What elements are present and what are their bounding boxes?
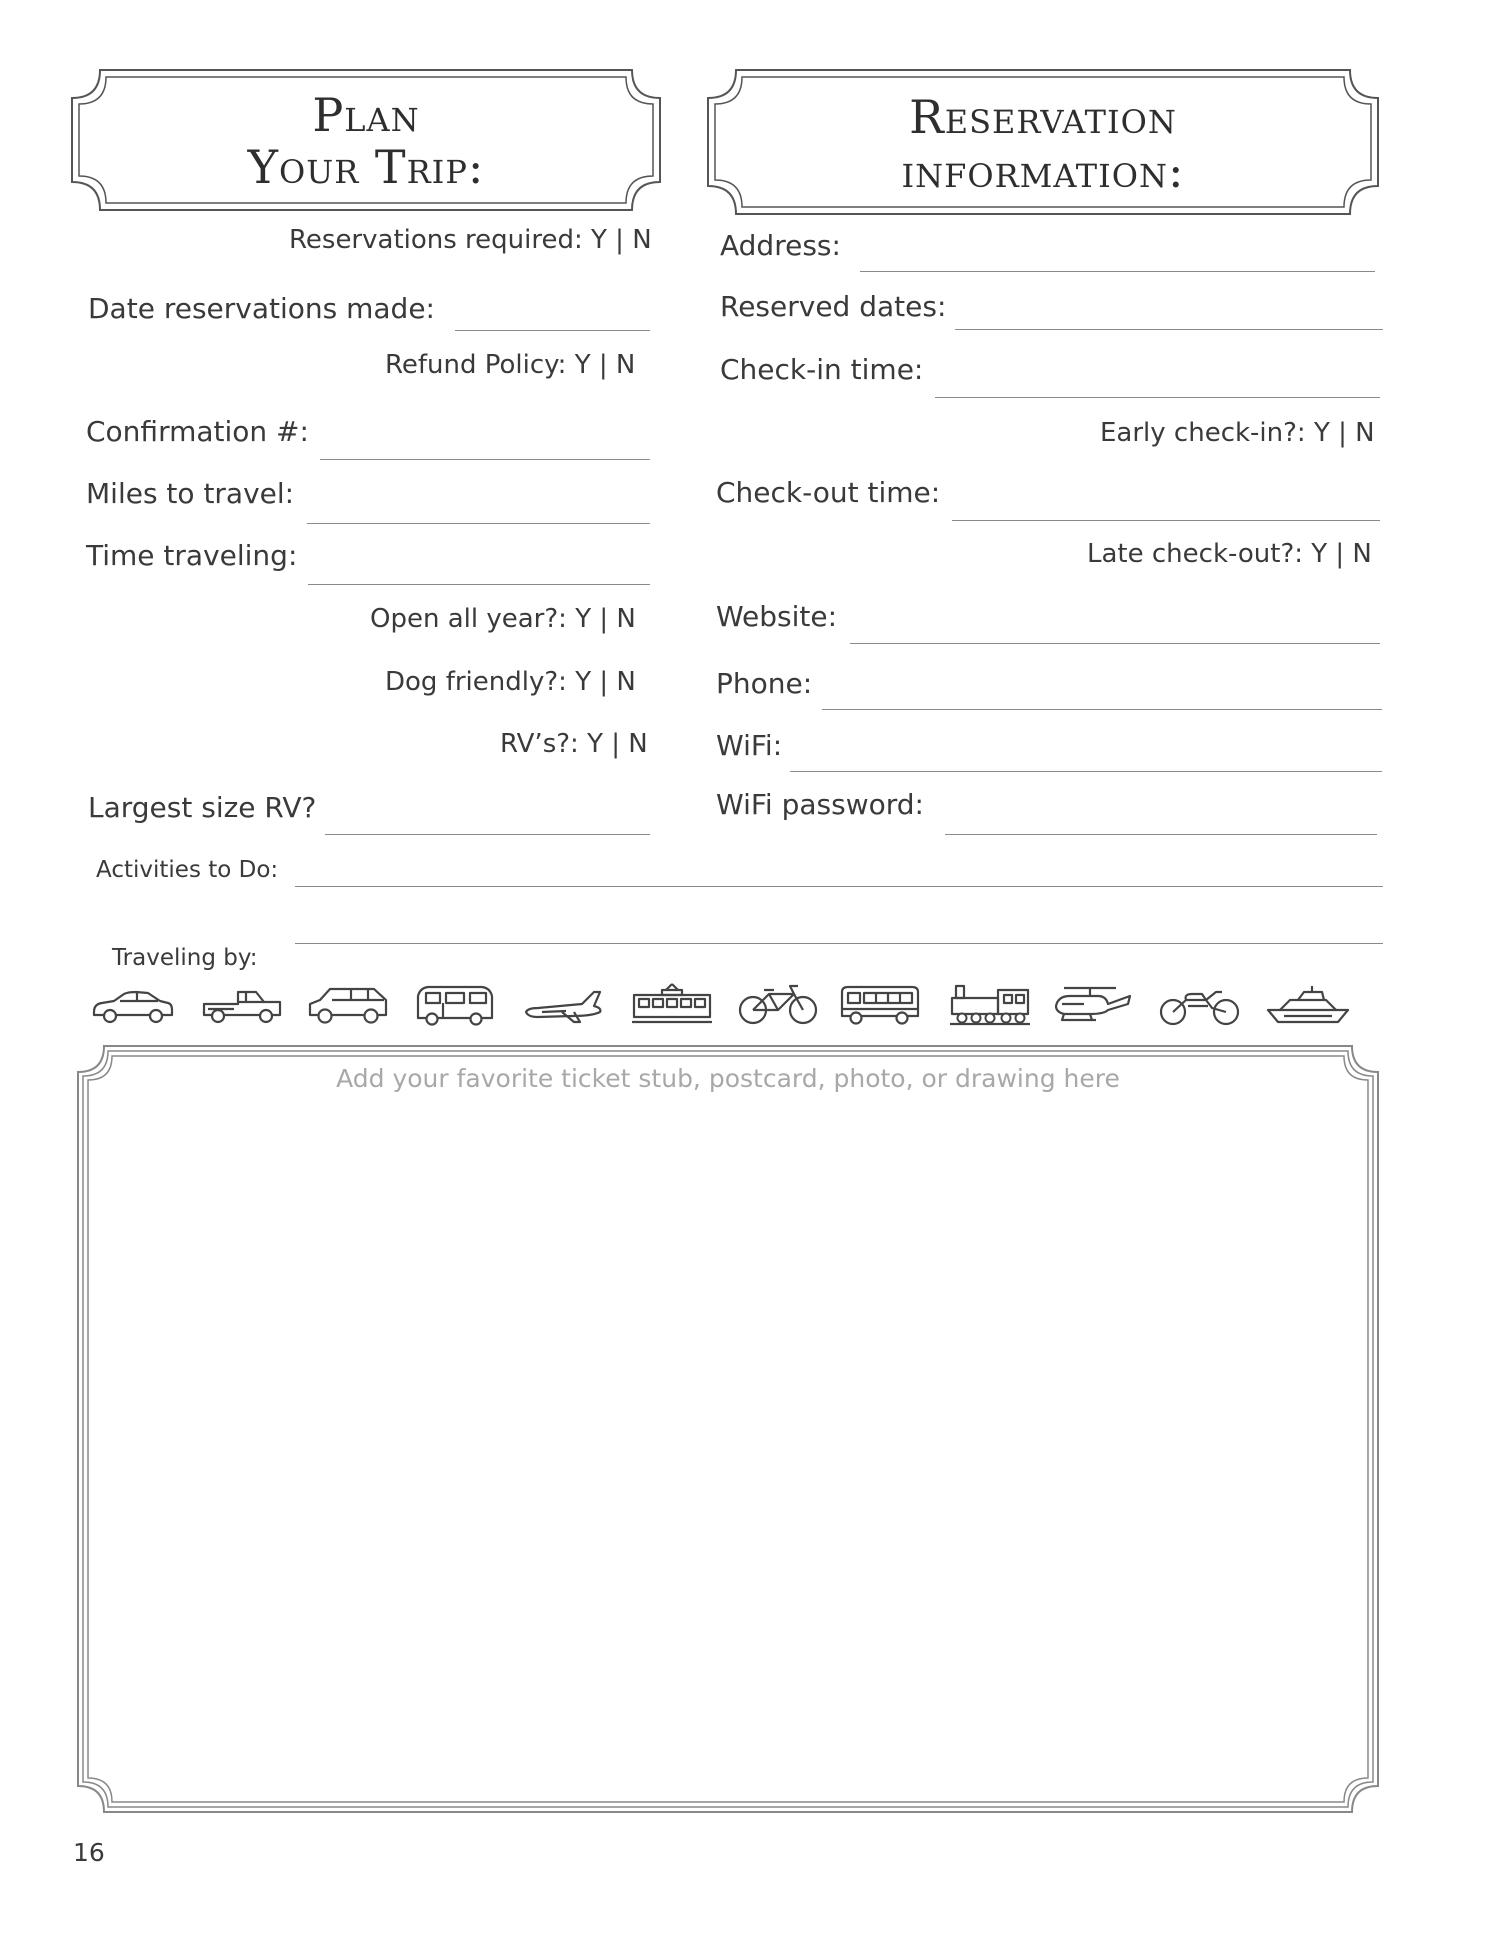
airplane-icon[interactable]	[522, 982, 606, 1028]
page-number: 16	[73, 1838, 105, 1867]
plan-trip-title-line2: Your Trip:	[247, 140, 485, 194]
reservation-title-line2: information:	[901, 144, 1185, 198]
reservations-required-text: Reservations required:	[289, 225, 583, 255]
open-all-year-yn[interactable]: Y | N	[575, 604, 636, 634]
refund-policy-yn[interactable]: Y | N	[574, 350, 636, 380]
wifi-password-field[interactable]	[945, 834, 1377, 835]
suv-icon[interactable]	[306, 982, 390, 1028]
check-in-time-field[interactable]	[935, 397, 1380, 398]
traveling-by-label: Traveling by:	[112, 945, 258, 971]
yacht-icon[interactable]	[1266, 982, 1350, 1028]
check-in-time-label: Check-in time:	[720, 353, 924, 386]
reservation-title-frame	[706, 68, 1380, 216]
wifi-label: WiFi:	[716, 729, 783, 762]
photo-box[interactable]	[76, 1044, 1380, 1814]
dog-friendly-text: Dog friendly?:	[385, 667, 567, 697]
early-check-in-text: Early check-in?:	[1100, 418, 1306, 448]
date-reservations-made-field[interactable]	[455, 330, 650, 331]
dog-friendly-yn[interactable]: Y | N	[575, 667, 636, 697]
phone-label: Phone:	[716, 667, 813, 700]
reservation-title-line1: Reservation	[909, 90, 1177, 144]
late-check-out-yn[interactable]: Y | N	[1311, 539, 1372, 569]
reserved-dates-field[interactable]	[955, 329, 1383, 330]
largest-size-rv-field[interactable]	[325, 834, 650, 835]
sedan-icon[interactable]	[90, 982, 174, 1028]
train-icon[interactable]	[948, 982, 1032, 1028]
website-field[interactable]	[850, 643, 1380, 644]
phone-field[interactable]	[822, 709, 1382, 710]
confirmation-label: Confirmation #:	[86, 415, 309, 448]
plan-trip-title-line1: Plan	[312, 88, 420, 142]
activities-label: Activities to Do:	[96, 857, 279, 883]
website-label: Website:	[716, 600, 838, 633]
activities-field-line-2[interactable]	[295, 943, 1383, 944]
bus-icon[interactable]	[838, 982, 922, 1028]
miles-to-travel-field[interactable]	[307, 523, 650, 524]
rvs-text: RV’s?:	[500, 729, 579, 759]
bicycle-icon[interactable]	[736, 982, 820, 1028]
late-check-out-text: Late check-out?:	[1087, 539, 1303, 569]
miles-to-travel-label: Miles to travel:	[86, 477, 295, 510]
reservations-required-label	[289, 225, 652, 255]
reserved-dates-label: Reserved dates:	[720, 290, 947, 323]
largest-size-rv-label: Largest size RV?	[88, 791, 317, 824]
early-check-in-label	[1100, 418, 1375, 448]
late-check-out-label	[1087, 539, 1372, 569]
address-field[interactable]	[860, 271, 1375, 272]
date-reservations-made-label: Date reservations made:	[88, 292, 435, 325]
time-traveling-label: Time traveling:	[86, 539, 298, 572]
helicopter-icon[interactable]	[1050, 982, 1134, 1028]
time-traveling-field[interactable]	[308, 584, 650, 585]
wifi-field[interactable]	[790, 771, 1382, 772]
dog-friendly-label	[385, 667, 636, 697]
rvs-yn[interactable]: Y | N	[587, 729, 648, 759]
check-out-time-field[interactable]	[952, 520, 1380, 521]
photo-box-frame	[76, 1044, 1380, 1814]
wifi-password-label: WiFi password:	[716, 788, 924, 821]
check-out-time-label: Check-out time:	[716, 476, 941, 509]
refund-policy-label	[385, 350, 635, 380]
confirmation-field[interactable]	[320, 459, 650, 460]
pickup-truck-icon[interactable]	[200, 982, 284, 1028]
activities-field-line-1[interactable]	[295, 886, 1383, 887]
early-check-in-yn[interactable]: Y | N	[1313, 418, 1375, 448]
open-all-year-text: Open all year?:	[370, 604, 567, 634]
photo-box-placeholder: Add your favorite ticket stub, postcard, photo, or drawing here	[336, 1064, 1120, 1093]
open-all-year-label	[370, 604, 636, 634]
address-label: Address:	[720, 229, 841, 262]
motorcycle-icon[interactable]	[1158, 982, 1242, 1028]
tram-icon[interactable]	[630, 982, 714, 1028]
refund-policy-text: Refund Policy:	[385, 350, 567, 380]
rvs-label	[500, 729, 648, 759]
van-icon[interactable]	[412, 982, 496, 1028]
plan-trip-title-frame	[70, 68, 662, 212]
reservations-required-yn[interactable]: Y | N	[591, 225, 652, 255]
